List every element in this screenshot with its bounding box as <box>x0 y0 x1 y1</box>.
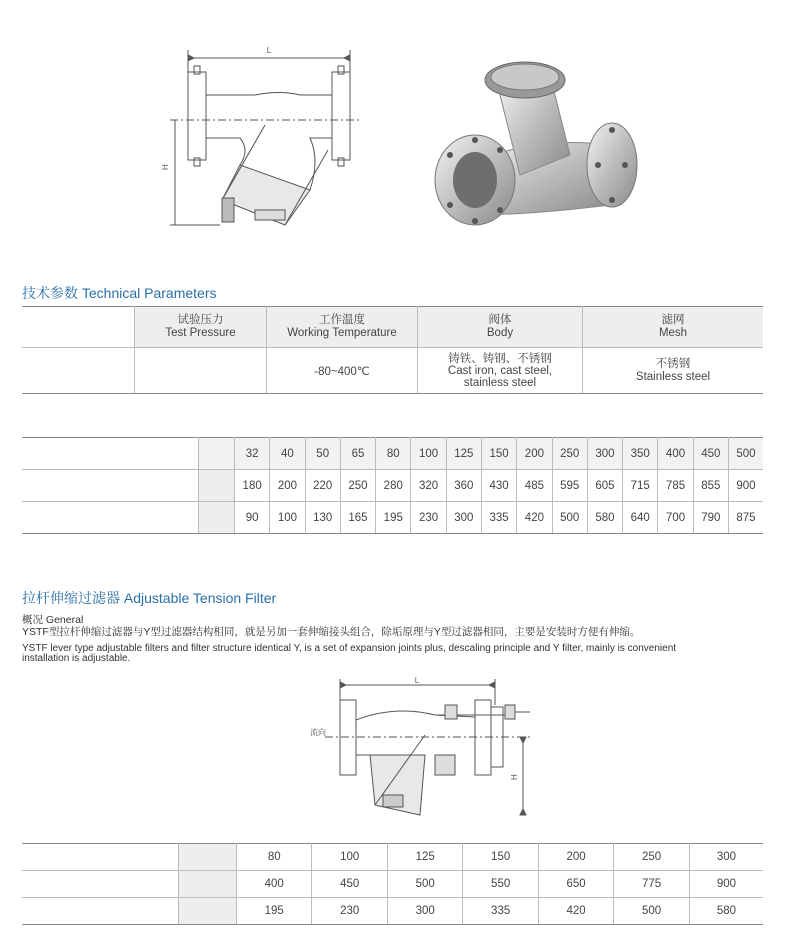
dim2-H: 300 <box>387 898 462 925</box>
section-title-adjustable-tension-filter: 拉杆伸缩过滤器 Adjustable Tension Filter <box>22 590 277 606</box>
dim1-dn: 150 <box>481 438 516 470</box>
tech-value-mesh: 不锈钢 Stainless steel <box>583 348 764 394</box>
dim1-dn: 50 <box>305 438 340 470</box>
dim1-H: 100 <box>270 502 305 534</box>
y-strainer-photo <box>430 55 640 235</box>
dim1-dn: 400 <box>658 438 693 470</box>
dim2-dn: 250 <box>614 844 689 871</box>
dim2-label-L <box>22 871 179 898</box>
dim1-label-dn <box>22 438 199 470</box>
section-title-technical-parameters: 技术参数 Technical Parameters <box>22 285 217 301</box>
dim2-H: 420 <box>538 898 613 925</box>
dim1-dn: 80 <box>376 438 411 470</box>
dim2-L: 450 <box>312 871 387 898</box>
dim2-L: 650 <box>538 871 613 898</box>
dim2-L: 500 <box>387 871 462 898</box>
dim2-H: 500 <box>614 898 689 925</box>
description-english-line1: YSTF lever type adjustable filters and filter structure identical Y, is a set of expansion joints plus, descaling principle and Y filter, mainly is convenient <box>22 643 677 654</box>
dim1-L: 855 <box>693 470 728 502</box>
dim1-dn: 500 <box>728 438 763 470</box>
general-heading: 概况 General <box>22 614 84 626</box>
dim1-L: 900 <box>728 470 763 502</box>
dim1-dn: 40 <box>270 438 305 470</box>
dim2-H: 230 <box>312 898 387 925</box>
dim2-dn: 200 <box>538 844 613 871</box>
dim1-dn: 250 <box>552 438 587 470</box>
adjustable-filter-drawing <box>305 675 545 825</box>
tech-header-body: 阀体 Body <box>418 307 583 348</box>
dim1-dn: 350 <box>623 438 658 470</box>
dim2-L: 775 <box>614 871 689 898</box>
dim2-dn: 80 <box>237 844 312 871</box>
technical-parameters-table <box>22 306 763 394</box>
dim1-L: 595 <box>552 470 587 502</box>
drawing2-label-L: L <box>414 676 420 685</box>
dim1-L: 360 <box>446 470 481 502</box>
dim1-H: 640 <box>623 502 658 534</box>
tech-value-pressure <box>135 348 267 394</box>
dim2-dn: 125 <box>387 844 462 871</box>
dim1-dn: 200 <box>517 438 552 470</box>
dim1-L: 200 <box>270 470 305 502</box>
dim1-H: 165 <box>340 502 375 534</box>
tech-table-row-blank <box>22 348 135 394</box>
dim1-H: 420 <box>517 502 552 534</box>
dim1-L: 280 <box>376 470 411 502</box>
dimension-table-y-strainer <box>22 437 763 534</box>
dim2-label-dn-2 <box>179 844 237 871</box>
dim1-label-L <box>22 470 199 502</box>
dim2-dn: 100 <box>312 844 387 871</box>
dim1-H: 700 <box>658 502 693 534</box>
dim2-label-H-2 <box>179 898 237 925</box>
dim2-H: 195 <box>237 898 312 925</box>
dim2-label-H <box>22 898 179 925</box>
dim1-H: 875 <box>728 502 763 534</box>
dim2-label-L-2 <box>179 871 237 898</box>
dim2-L: 400 <box>237 871 312 898</box>
dim1-dn: 300 <box>587 438 622 470</box>
dim1-dn: 32 <box>235 438 270 470</box>
dim1-L: 220 <box>305 470 340 502</box>
tech-header-temperature: 工作温度 Working Temperature <box>267 307 418 348</box>
dim1-dn: 100 <box>411 438 446 470</box>
drawing2-label-H: H <box>510 774 519 780</box>
dim1-L: 785 <box>658 470 693 502</box>
dim1-H: 195 <box>376 502 411 534</box>
tech-table-blank-cell <box>22 307 135 348</box>
dim1-label-L-2 <box>199 470 235 502</box>
dim1-H: 90 <box>235 502 270 534</box>
tech-value-body: 铸铁、铸钢、不锈钢 Cast iron, cast steel, stainless steel <box>418 348 583 394</box>
dim1-L: 605 <box>587 470 622 502</box>
dim1-H: 580 <box>587 502 622 534</box>
dim-label-H: H <box>161 164 170 170</box>
dim2-dn: 150 <box>463 844 538 871</box>
dim2-label-dn <box>22 844 179 871</box>
dim1-label-H <box>22 502 199 534</box>
dim1-H: 335 <box>481 502 516 534</box>
tech-value-temperature: -80~400℃ <box>267 348 418 394</box>
dim1-label-H-2 <box>199 502 235 534</box>
description-chinese: YSTF型拉杆伸缩过滤器与Y型过滤器结构相同，就是另加一套伸缩接头组合，除垢原理与Y型过滤器相同，主要是安装时方便有伸缩。 <box>22 626 641 638</box>
dim2-L: 550 <box>463 871 538 898</box>
tech-header-mesh: 滤网 Mesh <box>583 307 764 348</box>
dim-label-L: L <box>266 46 272 55</box>
dim1-L: 180 <box>235 470 270 502</box>
dim1-dn: 125 <box>446 438 481 470</box>
dim2-H: 580 <box>689 898 763 925</box>
dim1-H: 230 <box>411 502 446 534</box>
dim1-dn: 450 <box>693 438 728 470</box>
dim1-H: 300 <box>446 502 481 534</box>
dim2-L: 900 <box>689 871 763 898</box>
dim2-dn: 300 <box>689 844 763 871</box>
dim1-label-dn-2 <box>199 438 235 470</box>
dim1-L: 430 <box>481 470 516 502</box>
dim1-H: 790 <box>693 502 728 534</box>
dim1-H: 500 <box>552 502 587 534</box>
description-english-line2: installation is adjustable. <box>22 653 131 664</box>
y-strainer-drawing <box>160 40 370 240</box>
dim2-H: 335 <box>463 898 538 925</box>
dim1-L: 485 <box>517 470 552 502</box>
dim1-L: 715 <box>623 470 658 502</box>
dim1-H: 130 <box>305 502 340 534</box>
dimension-table-adjustable-filter <box>22 843 763 925</box>
drawing2-label-flow: 流向 <box>310 728 326 737</box>
dim1-L: 250 <box>340 470 375 502</box>
dim1-L: 320 <box>411 470 446 502</box>
dim1-dn: 65 <box>340 438 375 470</box>
tech-header-pressure: 试验压力 Test Pressure <box>135 307 267 348</box>
